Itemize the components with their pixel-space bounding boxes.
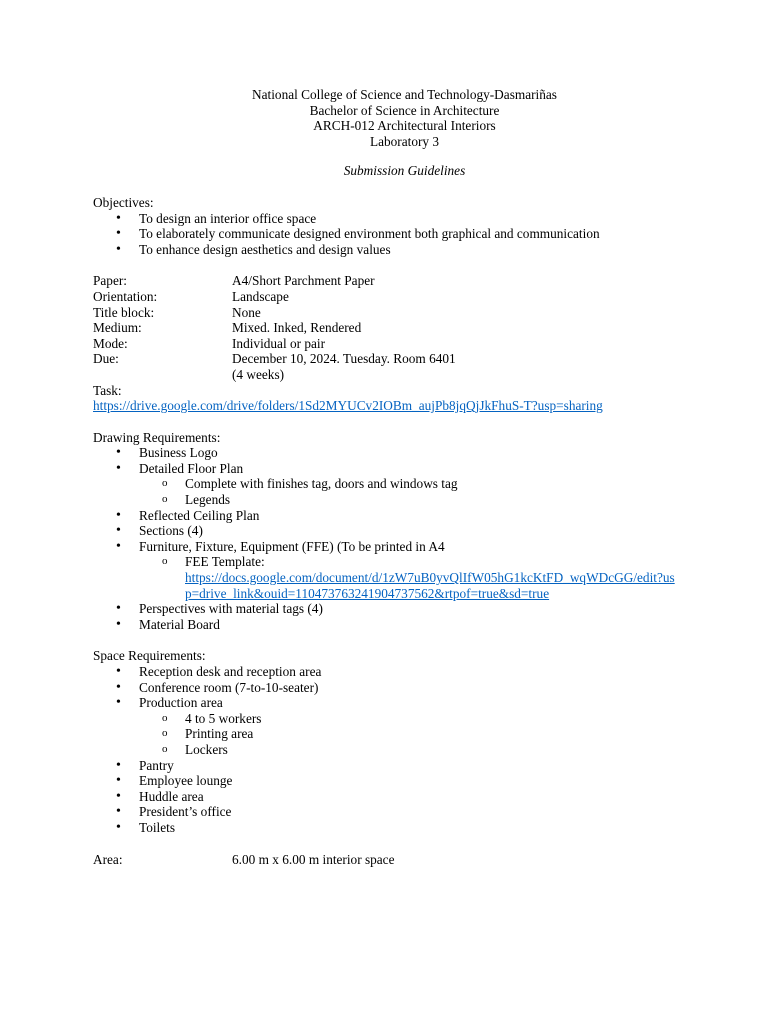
drawing-requirements-label: Drawing Requirements: — [93, 429, 221, 445]
list-item: • Huddle area — [93, 789, 708, 805]
list-item-label: Detailed Floor Plan — [139, 460, 244, 476]
space-requirements-label: Space Requirements: — [93, 648, 206, 664]
spec-value: None — [232, 304, 261, 320]
list-item: • To enhance design aesthetics and design values — [93, 242, 708, 258]
list-item: • Employee lounge — [93, 773, 708, 789]
task-drive-link[interactable]: https://drive.google.com/drive/folders/1Sd2MYUCv2IOBm_aujPb8jqQjJkFhuS-T?usp=sharing — [93, 398, 603, 414]
list-item: • Pantry — [93, 758, 708, 774]
laboratory-number: Laboratory 3 — [369, 133, 440, 149]
list-item: • Material Board — [93, 617, 708, 633]
list-item: • Reception desk and reception area — [93, 664, 708, 680]
list-item: • Business Logo — [93, 445, 708, 461]
spec-value: December 10, 2024. Tuesday. Room 6401 — [232, 351, 456, 367]
sub-list-item — [139, 554, 708, 601]
objectives-section — [93, 195, 708, 257]
sub-list-item: o 4 to 5 workers — [139, 711, 708, 727]
list-item: • To elaborately communicate designed environment both graphical and communication — [93, 226, 708, 242]
spec-key: Medium: — [93, 320, 142, 336]
list-item-label: Production area — [139, 695, 223, 711]
area-row — [93, 852, 708, 868]
spec-key — [93, 367, 232, 383]
spec-key: Title block: — [93, 304, 155, 320]
objectives-label: Objectives: — [93, 194, 154, 210]
document-header — [90, 87, 719, 149]
sub-list-item: o Printing area — [139, 726, 708, 742]
list-item — [93, 539, 708, 601]
list-item — [93, 461, 708, 508]
list-item: • Conference room (7-to-10-seater) — [93, 680, 708, 696]
spec-row — [93, 289, 708, 305]
space-requirements-list — [93, 664, 708, 836]
spec-key: Due: — [93, 351, 119, 367]
list-item: • Reflected Ceiling Plan — [93, 508, 708, 524]
college-name: National College of Science and Technology-Dasmariñas — [252, 87, 557, 102]
task-label: Task: — [93, 382, 122, 398]
spec-key: Orientation: — [93, 288, 158, 304]
sub-list-item: o Complete with finishes tag, doors and windows tag — [139, 476, 708, 492]
spec-value: A4/Short Parchment Paper — [232, 273, 375, 289]
list-item: • Sections (4) — [93, 523, 708, 539]
spec-key: Paper: — [93, 273, 127, 289]
spec-value: Mixed. Inked, Rendered — [232, 320, 362, 336]
spec-row — [93, 336, 708, 352]
sub-list — [139, 476, 708, 507]
sub-list — [139, 554, 708, 601]
course-name: ARCH-012 Architectural Interiors — [313, 118, 496, 134]
spec-value: Landscape — [232, 288, 289, 304]
space-requirements-section — [93, 648, 708, 835]
drawing-requirements-section — [93, 430, 708, 633]
program-name: Bachelor of Science in Architecture — [309, 102, 500, 118]
list-item — [93, 695, 708, 757]
list-item-label: Furniture, Fixture, Equipment (FFE) (To be printed in A4 — [139, 538, 445, 554]
ffe-template-link[interactable]: https://docs.google.com/document/d/1zW7uB0yvQlIfW05hG1kcKtFD_wqWDcGG/edit?usp=drive_link&ouid=110473763241904737562&rtpof=true&sd=true — [185, 570, 675, 601]
spec-row — [93, 351, 708, 367]
list-item: • To design an interior office space — [93, 211, 708, 227]
spec-value: Individual or pair — [232, 335, 326, 351]
spec-key: Mode: — [93, 335, 128, 351]
sub-list-item: o Legends — [139, 492, 708, 508]
list-item: • President’s office — [93, 804, 708, 820]
area-key: Area: — [93, 851, 123, 867]
document-subtitle: Submission Guidelines — [343, 163, 466, 179]
spec-row — [93, 305, 708, 321]
objectives-list — [93, 211, 708, 258]
spec-row — [93, 367, 708, 383]
specs-section — [93, 273, 708, 382]
sub-list-item: o Lockers — [139, 742, 708, 758]
area-value: 6.00 m x 6.00 m interior space — [232, 851, 395, 867]
drawing-requirements-list — [93, 445, 708, 632]
spec-row — [93, 320, 708, 336]
list-item: • Perspectives with material tags (4) — [93, 601, 708, 617]
ffe-template-label: FEE Template: — [185, 554, 265, 570]
spec-row — [93, 273, 708, 289]
spec-value: (4 weeks) — [232, 366, 285, 382]
task-section — [93, 383, 708, 414]
sub-list — [139, 711, 708, 758]
list-item: • Toilets — [93, 820, 708, 836]
